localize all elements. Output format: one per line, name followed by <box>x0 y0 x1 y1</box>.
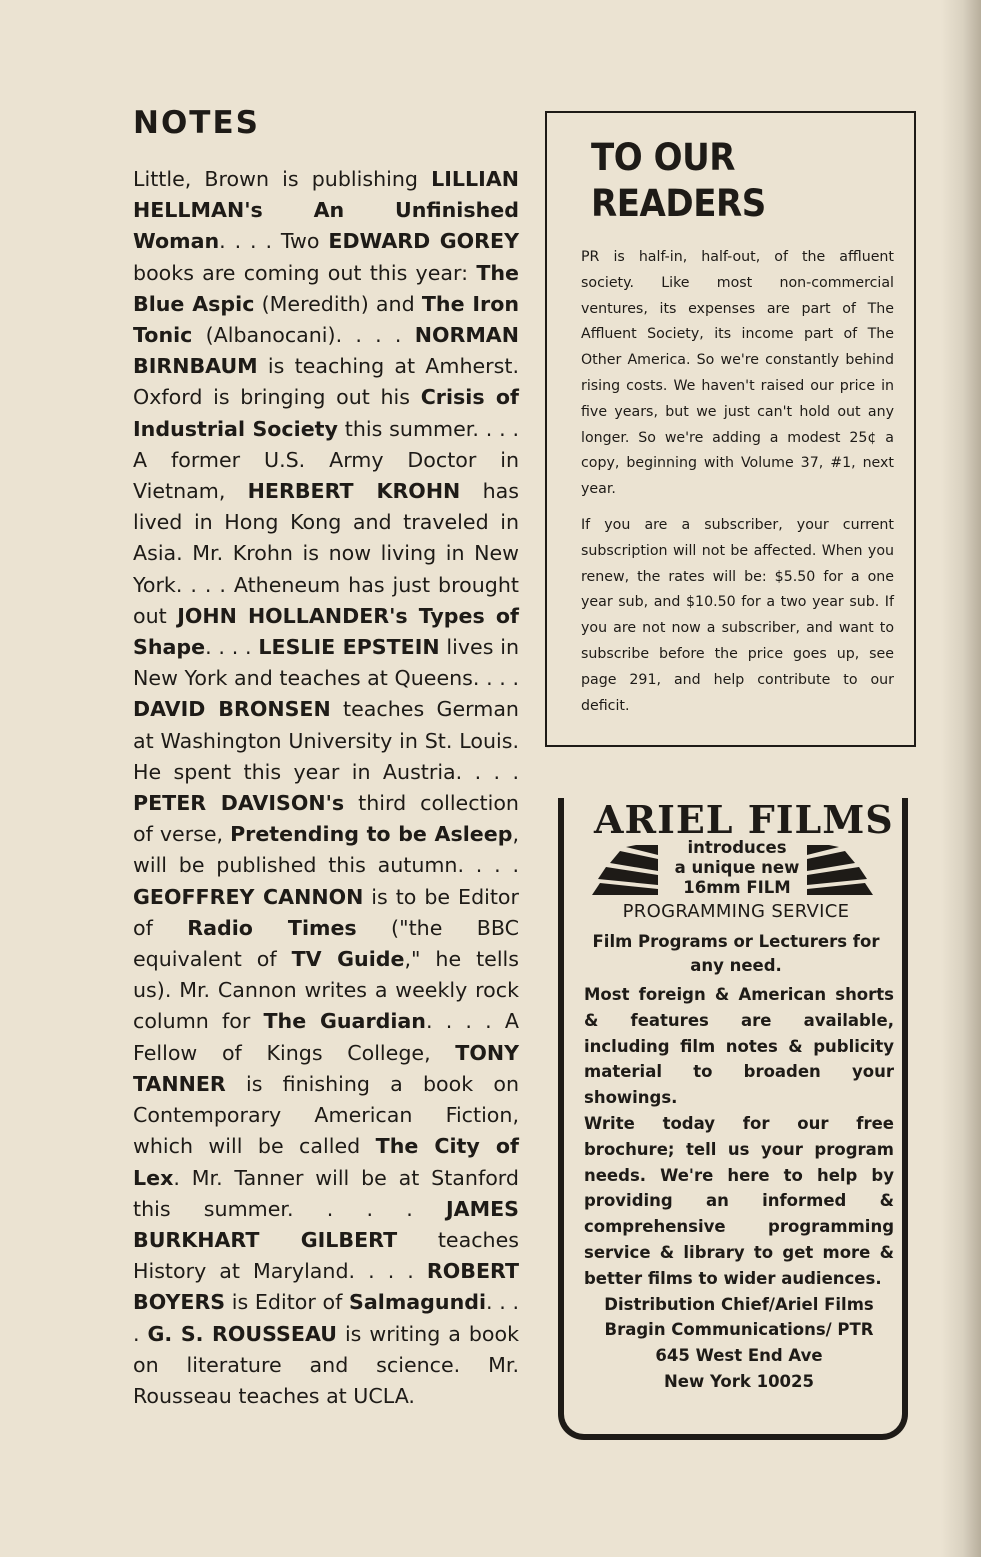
notes-text-run: . Mr. Tanner will be at Stanford this summer. . . . <box>133 1165 519 1221</box>
programming-service-label: PROGRAMMING SERVICE <box>622 901 850 922</box>
notes-text-run: is finishing a book on Contemporary American Fiction, which will be called <box>133 1071 519 1159</box>
notes-bold-run: TV Guide <box>291 947 405 972</box>
notes-paragraph <box>133 164 519 1412</box>
notes-text-run: (Albanocani). . . . <box>192 323 415 348</box>
notes-bold-run: G. S. ROUSSEAU <box>147 1321 337 1346</box>
notes-bold-run: The Blue Aspic <box>133 260 519 316</box>
ariel-address-line-4: New York 10025 <box>663 1371 814 1391</box>
ariel-body-paragraph-2: Write today for our free brochure; tell us your program needs. We're here to help by providing an informed & comprehensive programming service & library to get more & better films to wider audiences. <box>584 1113 894 1288</box>
ariel-body-paragraph-1: Most foreign & American shorts & features are available, including film notes & publicity material to broaden your showings. <box>584 985 894 1108</box>
notes-bold-run: GEOFFREY CANNON <box>133 884 364 909</box>
readers-heading: TO OUR READERS <box>591 136 766 225</box>
notes-bold-run: Crisis of Industrial Society <box>133 385 519 441</box>
notes-text-run: . . . . Two <box>219 229 329 254</box>
notes-bold-run: DAVID BRONSEN <box>133 697 331 722</box>
notes-text-run: teaches German at Washington University in St. Louis. He spent this year in Austria. . . . <box>133 697 519 784</box>
ariel-intro-line-3: 16mm FILM <box>683 878 791 897</box>
notes-bold-run: Salmagundi <box>349 1290 487 1315</box>
ariel-films-title: ARIEL FILMS <box>594 797 894 842</box>
notes-bold-run: Pretending to be Asleep <box>230 822 513 847</box>
sunburst-left-icon <box>592 845 658 895</box>
notes-bold-run: NORMAN BIRNBAUM <box>133 323 519 379</box>
notes-text-run: is to be Editor of <box>133 884 519 940</box>
notes-text-run: is Editor of <box>225 1290 350 1315</box>
readers-paragraph-2: If you are a subscriber, your current subscription will not be affected. When you renew, the rates will be: $5.50 for a one year sub, and $10.50 for a two year sub. If you are not now a subscriber, and want to subscribe before the price goes up, see page 291, and help contribute to our deficit. <box>581 516 894 714</box>
notes-text-run: is teaching at Amherst. Oxford is bringing out his <box>133 354 519 410</box>
notes-bold-run: HERBERT KROHN <box>247 479 461 504</box>
notes-text-run: ," he tells us). Mr. Cannon writes a weekly rock column for <box>133 947 519 1034</box>
sunburst-right-icon <box>807 845 873 895</box>
notes-bold-run: The City of Lex <box>133 1134 519 1190</box>
ariel-body <box>584 982 894 1395</box>
readers-paragraph-1: PR is half-in, half-out, of the affluent society. Like most non-commercial ventures, its expenses are part of The Affluent Society, its income part of The Other America. So we're constantly behind rising costs. We haven't raised our price in five years, but we just can't hold out any longer. So we're adding a modest 25¢ a copy, beginning with Volume 37, #1, next year. <box>581 249 894 498</box>
notes-text-run: , will be published this autumn. . . . <box>133 822 519 878</box>
ariel-intro <box>662 838 812 898</box>
notes-bold-run: Radio Times <box>187 915 357 940</box>
notes-text-run: Little, Brown is publishing <box>133 167 432 191</box>
to-our-readers-box <box>545 111 916 747</box>
ariel-address-line-3: 645 West End Ave <box>655 1346 823 1366</box>
notes-text-run: teaches History at Maryland. . . . <box>133 1227 519 1284</box>
notes-bold-run: The Guardian <box>263 1009 426 1034</box>
notes-text-run: . . . . <box>205 635 259 660</box>
notes-text-run: . . . . A Fellow of Kings College, <box>133 1009 519 1065</box>
notes-text-run: books are coming out this year: <box>133 260 477 285</box>
ariel-films-ad <box>558 798 908 1440</box>
ariel-address-line-1: Distribution Chief/Ariel Films <box>604 1294 874 1314</box>
ariel-intro-line-2: a unique new <box>674 858 800 877</box>
notes-heading: NOTES <box>133 105 260 141</box>
notes-bold-run: JAMES BURKHART GILBERT <box>133 1196 519 1252</box>
notes-bold-run: JOHN HOLLANDER's Types of Shape <box>133 603 519 660</box>
notes-bold-run: TONY TANNER <box>133 1040 519 1096</box>
ariel-address-line-2: Bragin Communications/ PTR <box>604 1320 874 1340</box>
notes-text-run: is writing a book on literature and science. Mr. Rousseau teaches at UCLA. <box>133 1321 520 1408</box>
notes-bold-run: EDWARD GOREY <box>328 229 519 254</box>
notes-bold-run: LILLIAN HELLMAN's An Unfinished Woman <box>133 167 519 254</box>
ariel-intro-line-1: introduces <box>687 838 787 857</box>
notes-bold-run: ROBERT BOYERS <box>133 1259 519 1315</box>
notes-text-run: ("the BBC equivalent of <box>133 915 519 972</box>
notes-text-run: lives in New York and teaches at Queens. . . . <box>133 635 519 691</box>
ariel-subheading: Film Programs or Lecturers for any need. <box>592 932 880 975</box>
notes-column <box>133 104 519 1412</box>
notes-text-run: has lived in Hong Kong and traveled in Asia. Mr. Krohn is now living in New York. . . . Atheneum has just brought out <box>133 479 519 628</box>
notes-text-run: third collection of verse, <box>133 791 519 847</box>
notes-bold-run: LESLIE EPSTEIN <box>258 635 440 660</box>
notes-text-run: this summer. . . . A former U.S. Army Doctor in Vietnam, <box>133 416 519 504</box>
notes-text-run: . . . . <box>133 1290 520 1346</box>
notes-bold-run: The Iron Tonic <box>133 291 519 348</box>
page-edge-shadow <box>941 0 981 1557</box>
notes-text-run: (Meredith) and <box>254 291 422 316</box>
notes-bold-run: PETER DAVISON's <box>133 791 345 816</box>
